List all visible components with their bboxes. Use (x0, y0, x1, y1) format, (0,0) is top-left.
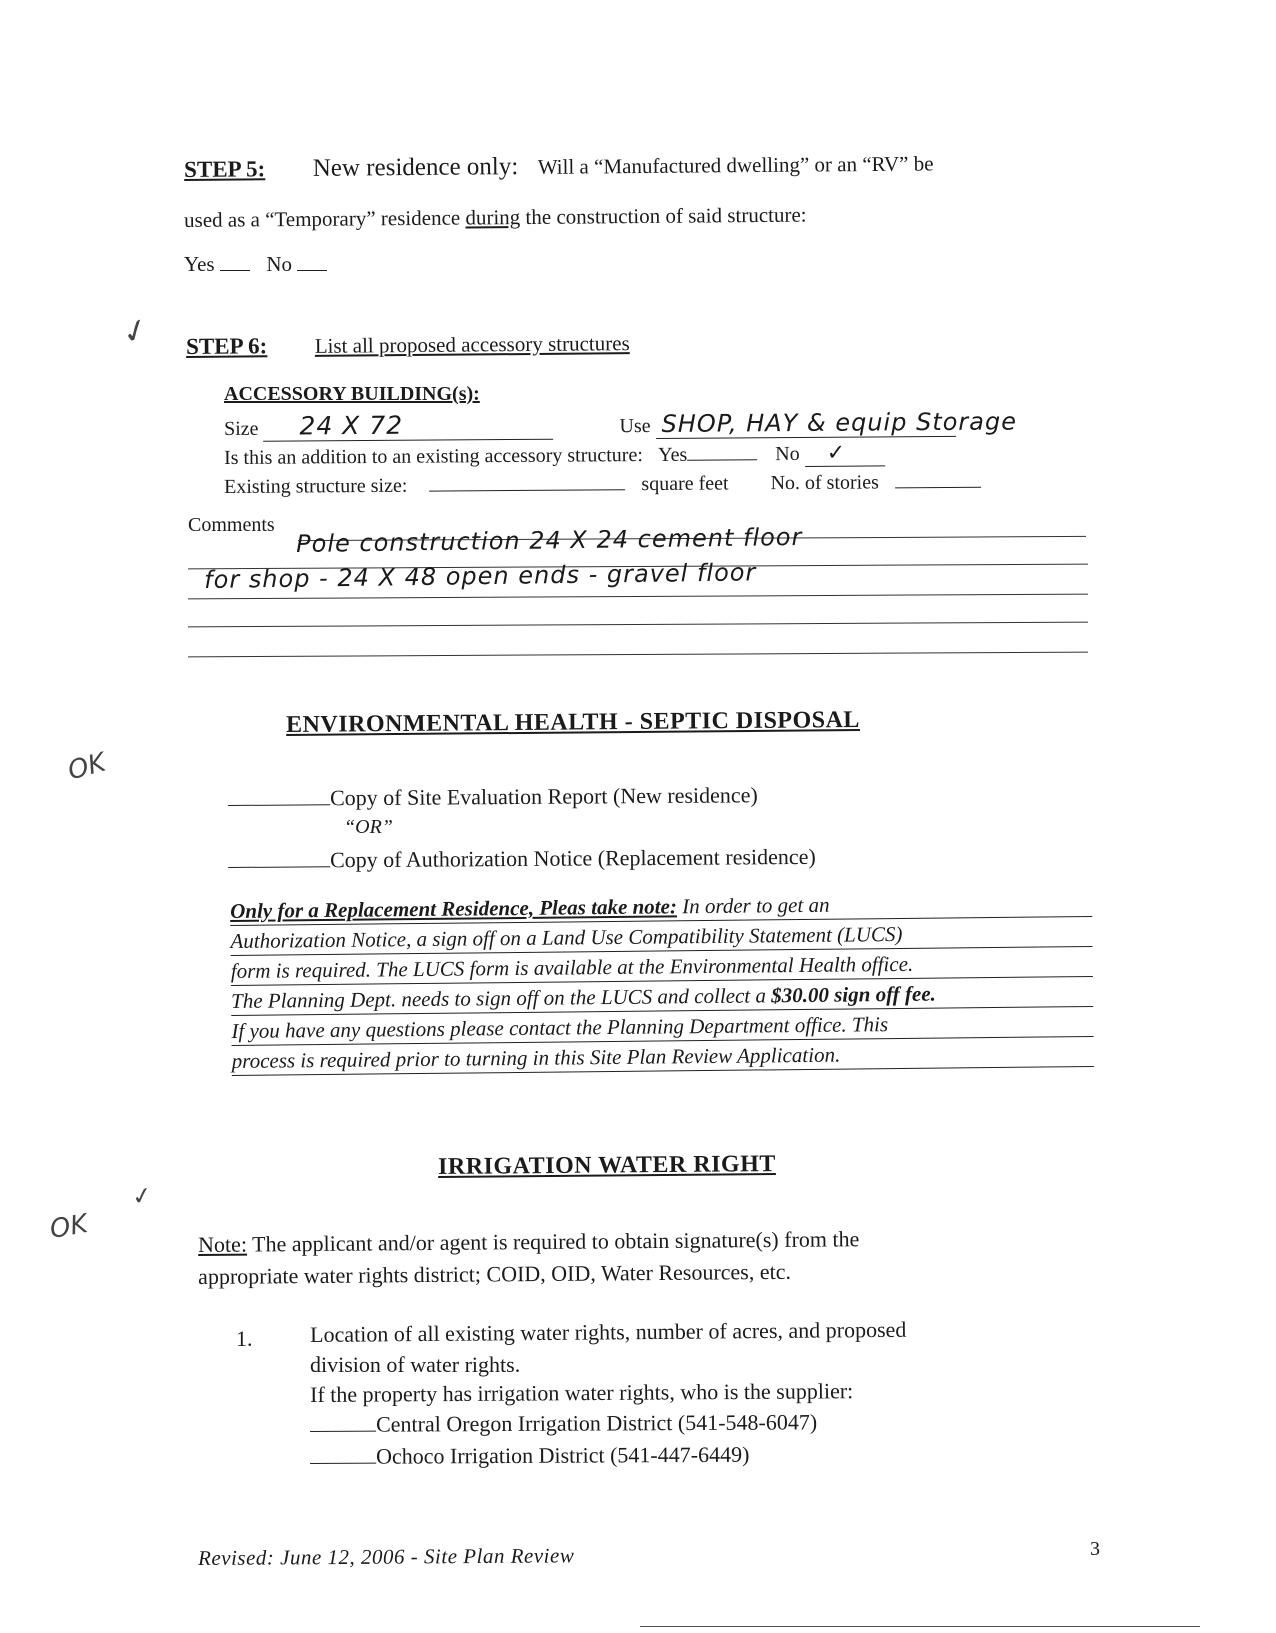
note-label: Note: (198, 1231, 248, 1257)
env-item-1-text: Copy of Site Evaluation Report (New residence) (329, 782, 758, 811)
item-line-2: division of water rights. (310, 1352, 521, 1377)
step5-yes-blank[interactable] (220, 270, 250, 271)
step5-yes-no (184, 252, 327, 277)
margin-check-mark-2: ✓ (129, 1180, 155, 1212)
addition-yes-blank[interactable] (687, 459, 757, 460)
supplier-1-blank[interactable] (310, 1431, 376, 1432)
step6-label: STEP 6: (186, 333, 268, 359)
step5-intro: New residence only: (312, 153, 519, 182)
size-label: Size (224, 417, 259, 440)
supplier-1-text: Central Oregon Irrigation District (541-548-6047) (375, 1409, 818, 1437)
supplier-2-text: Ochoco Irrigation District (541-447-6449) (375, 1441, 750, 1469)
env-item-2 (228, 844, 816, 874)
step5-no-label: No (266, 252, 292, 276)
comments-label: Comments (188, 514, 275, 536)
item-line-1: Location of all existing water rights, number of acres, and proposed (310, 1316, 907, 1347)
step5-row2 (184, 203, 807, 233)
supplier-1 (310, 1409, 817, 1438)
env-item-1 (228, 782, 758, 812)
margin-ok-note-1: OK (64, 747, 109, 787)
step5-question-line2a: used as a “Temporary” residence (184, 205, 466, 232)
comment-text-2: for shop - 24 X 48 open ends - gravel floor (204, 558, 757, 594)
step5-row1 (184, 149, 934, 184)
addition-row (224, 442, 885, 471)
margin-check-mark: ✓ (116, 308, 155, 354)
size-field[interactable] (263, 410, 553, 442)
item-line-3: If the property has irrigation water rights, who is the supplier: (310, 1378, 854, 1407)
step5-yes-label: Yes (184, 252, 215, 276)
step5-no-blank[interactable] (297, 270, 327, 271)
supplier-2-blank[interactable] (310, 1463, 376, 1464)
page-number: 3 (1090, 1538, 1100, 1560)
stories-label: No. of stories (770, 471, 879, 495)
sqft-label: square feet (641, 472, 729, 496)
irrigation-title: IRRIGATION WATER RIGHT (438, 1151, 776, 1180)
step6-title: List all proposed accessory structures (314, 331, 630, 358)
item-number: 1. (236, 1326, 253, 1351)
step5-label: STEP 5: (184, 156, 266, 182)
margin-ok-note-2: OK (47, 1208, 90, 1246)
existing-size-blank[interactable] (429, 489, 625, 491)
env-item-2-blank[interactable] (228, 866, 330, 868)
existing-size-label: Existing structure size: (224, 474, 408, 498)
addition-yes-label: Yes (658, 443, 688, 466)
addition-question: Is this an addition to an existing accessory structure: (224, 444, 643, 469)
env-health-title: ENVIRONMENTAL HEALTH - SEPTIC DISPOSAL (286, 706, 861, 738)
supplier-2 (310, 1442, 749, 1470)
note-line-2: appropriate water rights district; COID, OID, Water Resources, etc. (198, 1258, 792, 1289)
use-field[interactable] (656, 407, 1018, 439)
addition-no-label: No (775, 442, 800, 466)
footer-revised: Revised: June 12, 2006 - Site Plan Review (198, 1543, 575, 1570)
step5-question-line1: Will a “Manufactured dwelling” or an “RV” be (537, 151, 934, 179)
note-line-1: The applicant and/or agent is required to obtain signature(s) from the (246, 1226, 860, 1257)
existing-size-row (224, 471, 981, 499)
notice-fee: $30.00 sign off fee. (771, 981, 936, 1008)
notice-line-3: form is required. The LUCS form is available at the Environmental Health office. (231, 947, 1093, 986)
use-label: Use (619, 415, 651, 438)
addition-no-blank[interactable] (805, 442, 885, 467)
comment-line-2[interactable] (188, 594, 1088, 600)
size-use-row (224, 407, 1018, 442)
comment-line-3[interactable] (188, 622, 1088, 628)
notice-line-1-rest: In order to get an (676, 892, 830, 919)
bottom-edge-line (640, 1626, 1200, 1627)
use-value: SHOP, HAY & equip Storage (661, 407, 1018, 438)
replacement-notice (230, 887, 1094, 1076)
comment-text-1: Pole construction 24 X 24 cement floor (296, 522, 803, 558)
notice-line-6: process is required prior to turning in this Site Plan Review Application. (232, 1037, 1094, 1076)
irrigation-note-line-1 (198, 1226, 859, 1258)
env-or: “OR” (344, 816, 393, 838)
notice-line-4a: The Planning Dept. needs to sign off on the LUCS and collect a (230, 983, 772, 1013)
notice-line-2: Authorization Notice, a sign off on a Land Use Compatibility Statement (LUCS) (230, 917, 1092, 956)
accessory-building-heading: ACCESSORY BUILDING(s): (224, 383, 480, 405)
addition-no-value: ✓ (826, 440, 847, 466)
size-value: 24 X 72 (299, 410, 404, 441)
stories-blank[interactable] (895, 487, 981, 489)
notice-lead: Only for a Replacement Residence, Pleas take note: (230, 894, 678, 923)
env-item-2-text: Copy of Authorization Notice (Replacement residence) (329, 843, 816, 873)
step5-question-line2b: the construction of said structure: (520, 202, 807, 230)
step5-question-during: during (465, 205, 521, 230)
step6-row (186, 330, 630, 360)
comment-line-4[interactable] (188, 652, 1088, 658)
env-item-1-blank[interactable] (228, 804, 330, 806)
notice-line-5: If you have any questions please contact the Planning Department office. This (231, 1007, 1093, 1046)
